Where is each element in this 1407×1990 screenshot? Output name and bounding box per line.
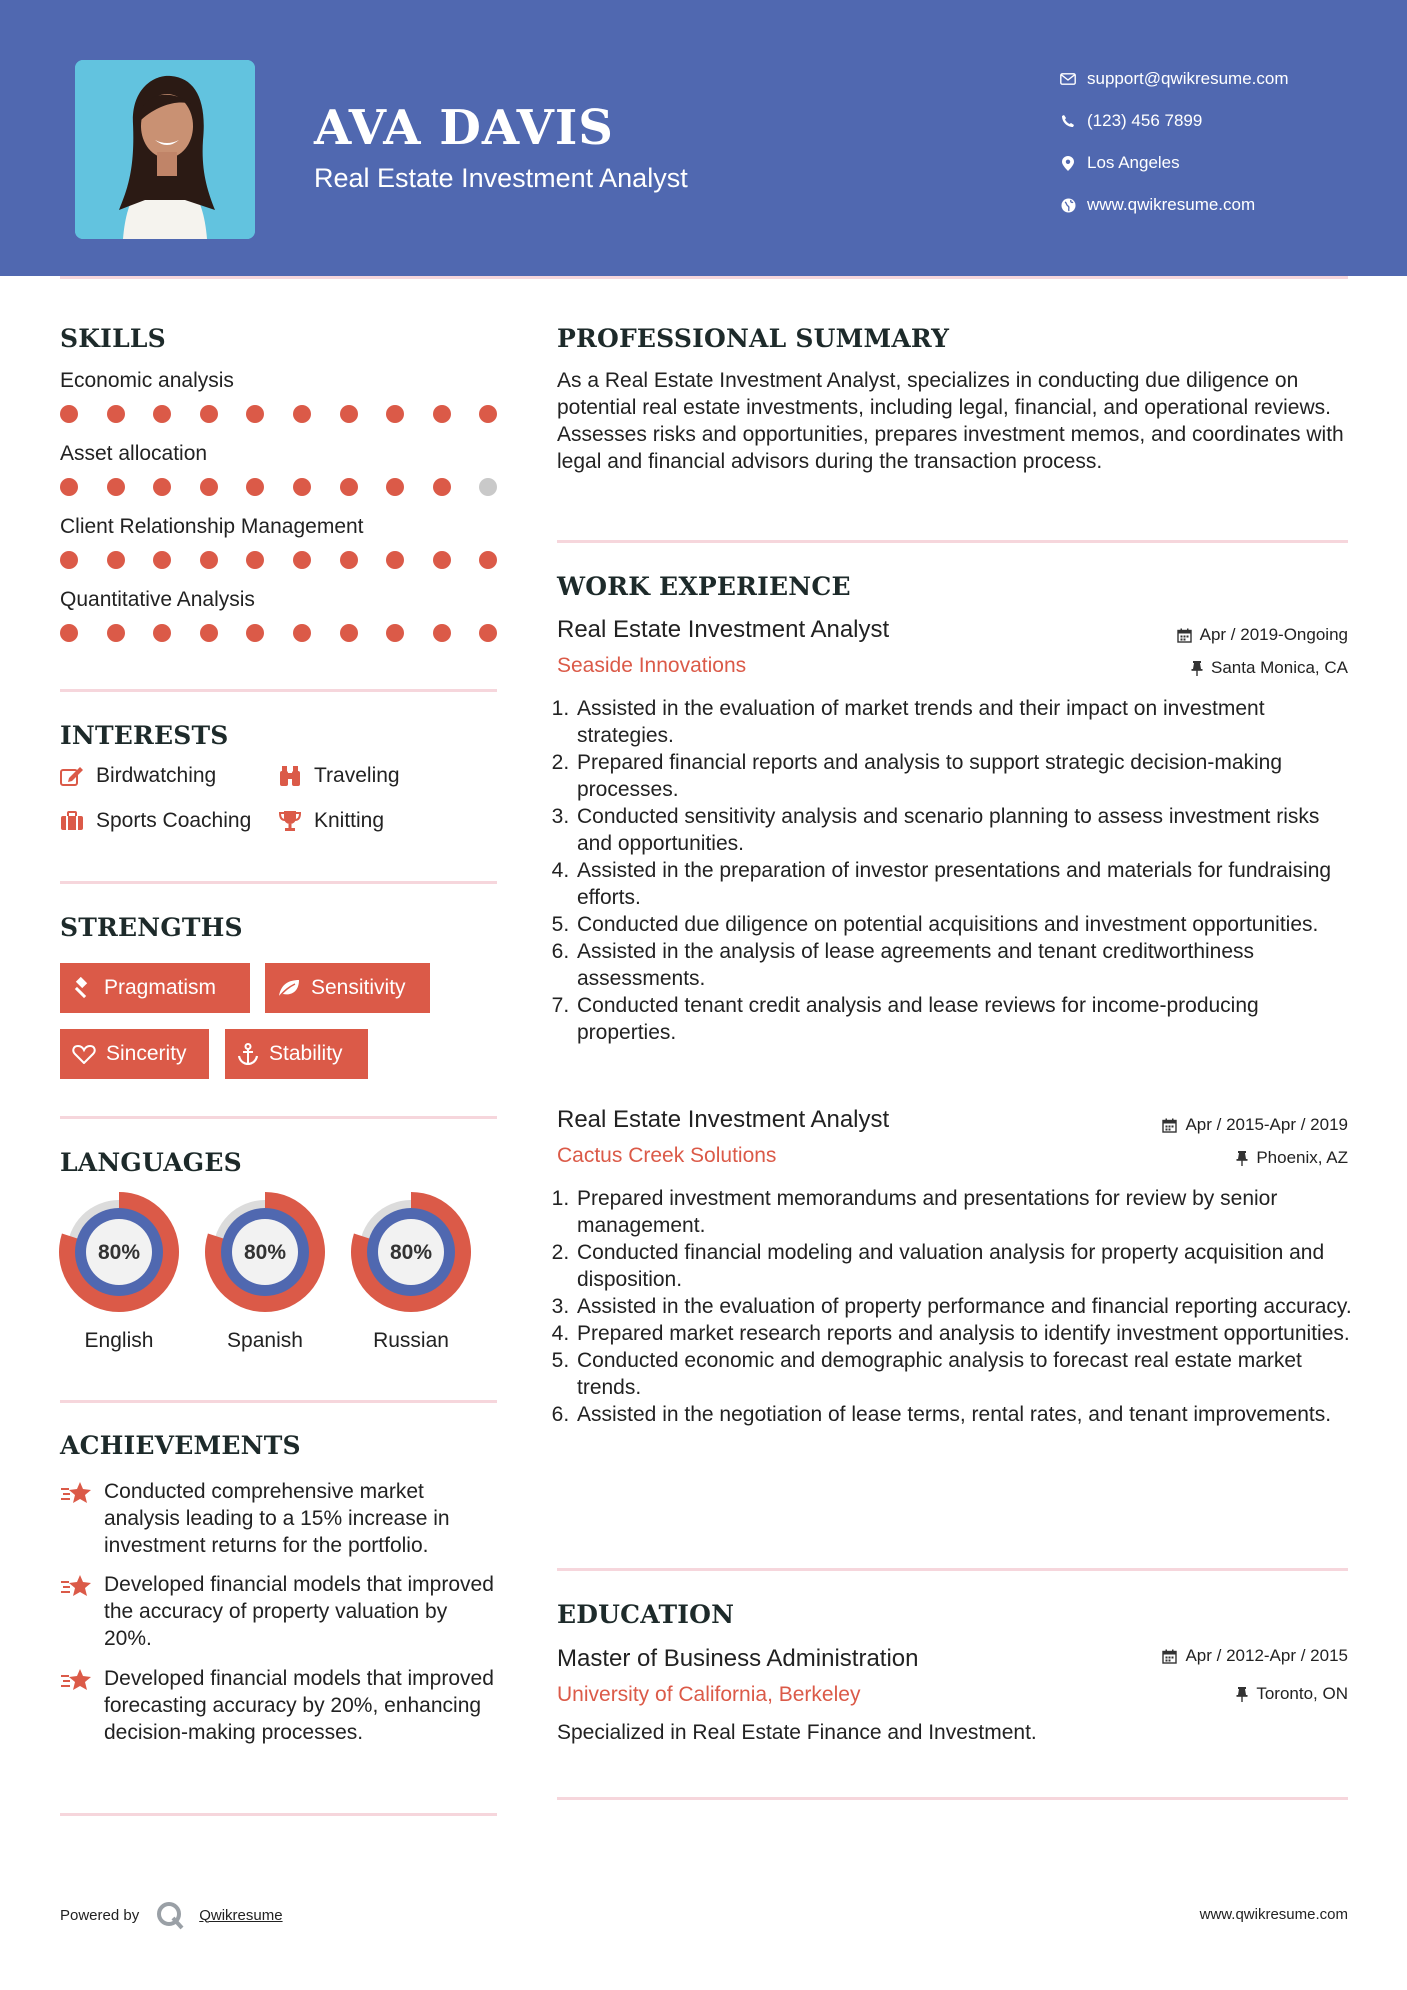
skill-dot-empty bbox=[479, 478, 497, 496]
skill-dot-filled bbox=[153, 624, 171, 642]
skill-dot-filled bbox=[340, 478, 358, 496]
skill-name: Economic analysis bbox=[60, 369, 234, 392]
skill-dot-filled bbox=[107, 551, 125, 569]
language-ring bbox=[59, 1192, 179, 1312]
header-divider bbox=[60, 276, 1348, 279]
skill-dot-filled bbox=[433, 405, 451, 423]
skill-dot-filled bbox=[386, 551, 404, 569]
strength-tag bbox=[265, 963, 430, 1013]
interest-item bbox=[278, 764, 400, 788]
list-item: 4. Prepared market research reports and analysis to identify investment opportunities. bbox=[575, 1320, 1357, 1347]
job-location bbox=[1236, 1148, 1348, 1168]
list-item: 6. Assisted in the analysis of lease agreements and tenant creditworthiness assessments. bbox=[575, 938, 1357, 992]
interests-heading: INTERESTS bbox=[60, 721, 229, 750]
skill-rating bbox=[60, 405, 500, 425]
skill-dot-filled bbox=[479, 551, 497, 569]
anchor-icon bbox=[237, 1043, 259, 1065]
job-location bbox=[1191, 658, 1348, 678]
education-location bbox=[1236, 1684, 1348, 1704]
skill-dot-filled bbox=[60, 624, 78, 642]
language-name: Spanish bbox=[227, 1329, 303, 1352]
achievement-text: Developed financial models that improved the accuracy of property valuation by 20%. bbox=[104, 1573, 494, 1650]
section-divider bbox=[60, 1116, 497, 1119]
leaf-icon bbox=[277, 978, 301, 998]
skill-dot-filled bbox=[433, 551, 451, 569]
education-dates bbox=[1162, 1646, 1348, 1666]
interest-label: Knitting bbox=[314, 809, 385, 832]
language-percent: 80% bbox=[97, 1241, 141, 1264]
phone-icon bbox=[1050, 114, 1086, 128]
job-responsibilities bbox=[557, 695, 1357, 1046]
contact-website[interactable] bbox=[1050, 184, 1390, 226]
pushpin-icon bbox=[1236, 1687, 1248, 1702]
skill-dot-filled bbox=[340, 624, 358, 642]
skill-dot-filled bbox=[433, 478, 451, 496]
achievement-item bbox=[60, 1665, 500, 1746]
skill-dot-filled bbox=[107, 478, 125, 496]
contact-phone-text: (123) 456 7899 bbox=[1087, 111, 1203, 130]
education-description: Specialized in Real Estate Finance and Investment. bbox=[557, 1721, 1037, 1744]
achievement-text: Conducted comprehensive market analysis leading to a 15% increase in investment returns for the portfolio. bbox=[104, 1480, 450, 1557]
contact-website-text: www.qwikresume.com bbox=[1087, 195, 1256, 214]
school-name: University of California, Berkeley bbox=[557, 1683, 861, 1706]
summary-text: As a Real Estate Investment Analyst, specializes in conducting due diligence on potential real estate investments, including legal, financial, and operational reviews. Assesses risks and opportunities, prepares investment memos, and coordinates with legal and financial advisors during the transaction process. bbox=[557, 369, 1344, 473]
heart-icon bbox=[72, 1044, 96, 1064]
section-divider bbox=[557, 540, 1348, 543]
experience-heading: WORK EXPERIENCE bbox=[557, 572, 851, 601]
skill-dot-filled bbox=[200, 405, 218, 423]
interest-label: Birdwatching bbox=[96, 764, 217, 787]
skill-dot-filled bbox=[479, 405, 497, 423]
list-item: 4. Assisted in the preparation of investor presentations and materials for fundraising efforts. bbox=[575, 857, 1357, 911]
contact-location bbox=[1050, 142, 1390, 184]
strength-tag bbox=[225, 1029, 368, 1079]
contact-email[interactable] bbox=[1050, 58, 1390, 100]
language-item bbox=[351, 1192, 471, 1353]
qwikresume-logo-icon bbox=[155, 1900, 185, 1930]
skill-dot-filled bbox=[200, 551, 218, 569]
skill-name: Client Relationship Management bbox=[60, 515, 364, 538]
job-title: Real Estate Investment Analyst bbox=[557, 1106, 890, 1133]
gavel-icon bbox=[72, 977, 94, 999]
interest-label: Traveling bbox=[314, 764, 400, 787]
education-location-text: Toronto, ON bbox=[1256, 1684, 1348, 1703]
job-responsibilities bbox=[557, 1185, 1357, 1428]
interest-item bbox=[60, 809, 251, 833]
candidate-name: AVA DAVIS bbox=[314, 100, 614, 156]
contact-location-text: Los Angeles bbox=[1087, 153, 1180, 172]
skill-dot-filled bbox=[340, 405, 358, 423]
list-item: 3. Conducted sensitivity analysis and scenario planning to assess investment risks and opportunities. bbox=[575, 803, 1357, 857]
skill-dot-filled bbox=[293, 624, 311, 642]
degree-title: Master of Business Administration bbox=[557, 1645, 919, 1672]
resume-header bbox=[0, 0, 1407, 276]
skill-dot-filled bbox=[246, 405, 264, 423]
skill-dot-filled bbox=[246, 478, 264, 496]
powered-by-label: Powered by bbox=[60, 1906, 140, 1924]
achievements-heading: ACHIEVEMENTS bbox=[60, 1431, 301, 1460]
skill-dot-filled bbox=[107, 624, 125, 642]
language-ring bbox=[351, 1192, 471, 1312]
pencil-square-icon bbox=[60, 766, 96, 786]
job-dates-text: Apr / 2015-Apr / 2019 bbox=[1185, 1115, 1348, 1134]
calendar-icon bbox=[1162, 1118, 1177, 1133]
list-item: 1. Assisted in the evaluation of market trends and their impact on investment strategies. bbox=[575, 695, 1357, 749]
education-dates-text: Apr / 2012-Apr / 2015 bbox=[1185, 1646, 1348, 1665]
list-item: 1. Prepared investment memorandums and presentations for review by senior management. bbox=[575, 1185, 1357, 1239]
interest-item bbox=[278, 809, 384, 833]
globe-icon bbox=[1050, 198, 1086, 213]
language-ring bbox=[205, 1192, 325, 1312]
company-name: Cactus Creek Solutions bbox=[557, 1144, 777, 1167]
section-divider bbox=[60, 689, 497, 692]
contact-email-text: support@qwikresume.com bbox=[1087, 69, 1289, 88]
star-award-icon bbox=[60, 1478, 104, 1559]
strength-label: Sincerity bbox=[106, 1042, 187, 1065]
list-item: 3. Assisted in the evaluation of property performance and financial reporting accuracy. bbox=[575, 1293, 1357, 1320]
skills-heading: SKILLS bbox=[60, 324, 166, 353]
star-award-icon bbox=[60, 1571, 104, 1652]
strength-label: Pragmatism bbox=[104, 976, 217, 999]
job-location-text: Santa Monica, CA bbox=[1210, 658, 1348, 677]
list-item: 2. Conducted financial modeling and valuation analysis for property acquisition and disposition. bbox=[575, 1239, 1357, 1293]
strength-tag bbox=[60, 963, 250, 1013]
star-award-icon bbox=[60, 1665, 104, 1746]
footer-website[interactable]: www.qwikresume.com bbox=[1199, 1906, 1348, 1923]
profile-photo bbox=[75, 60, 255, 239]
skill-rating bbox=[60, 624, 500, 644]
calendar-icon bbox=[1162, 1649, 1177, 1664]
list-item: 5. Conducted economic and demographic analysis to forecast real estate market trends. bbox=[575, 1347, 1357, 1401]
qwikresume-link[interactable]: Qwikresume bbox=[199, 1906, 283, 1924]
contact-phone[interactable] bbox=[1050, 100, 1390, 142]
skill-dot-filled bbox=[293, 405, 311, 423]
section-divider bbox=[60, 881, 497, 884]
map-pin-icon bbox=[1050, 156, 1086, 171]
skill-dot-filled bbox=[60, 551, 78, 569]
job-dates bbox=[1162, 1115, 1348, 1135]
language-name: Russian bbox=[373, 1329, 449, 1352]
skill-rating bbox=[60, 551, 500, 571]
section-divider bbox=[60, 1813, 497, 1816]
achievement-item bbox=[60, 1478, 500, 1559]
skill-dot-filled bbox=[386, 624, 404, 642]
skill-dot-filled bbox=[246, 624, 264, 642]
language-percent: 80% bbox=[389, 1241, 433, 1264]
job-dates bbox=[1177, 625, 1348, 645]
pushpin-icon bbox=[1236, 1151, 1248, 1166]
skill-name: Asset allocation bbox=[60, 442, 208, 465]
pushpin-icon bbox=[1191, 661, 1203, 676]
skill-dot-filled bbox=[107, 405, 125, 423]
skill-dot-filled bbox=[60, 478, 78, 496]
skill-dot-filled bbox=[479, 624, 497, 642]
interest-label: Sports Coaching bbox=[96, 809, 252, 832]
skill-dot-filled bbox=[153, 551, 171, 569]
skill-dot-filled bbox=[293, 551, 311, 569]
summary-heading: PROFESSIONAL SUMMARY bbox=[557, 324, 950, 353]
skill-name: Quantitative Analysis bbox=[60, 588, 255, 611]
language-name: English bbox=[84, 1329, 154, 1352]
skill-dot-filled bbox=[386, 478, 404, 496]
contact-list bbox=[1050, 58, 1390, 226]
envelope-icon bbox=[1050, 73, 1086, 85]
section-divider bbox=[557, 1568, 1348, 1571]
education-heading: EDUCATION bbox=[557, 1600, 735, 1629]
section-divider bbox=[60, 1400, 497, 1403]
trophy-icon bbox=[278, 810, 314, 832]
strength-tag bbox=[60, 1029, 209, 1079]
achievement-text: Developed financial models that improved forecasting accuracy by 20%, enhancing decision-making processes. bbox=[104, 1667, 494, 1744]
job-location-text: Phoenix, AZ bbox=[1256, 1148, 1348, 1167]
skill-dot-filled bbox=[246, 551, 264, 569]
skill-dot-filled bbox=[153, 478, 171, 496]
interest-item bbox=[60, 764, 216, 788]
company-name: Seaside Innovations bbox=[557, 654, 747, 677]
languages-heading: LANGUAGES bbox=[60, 1148, 242, 1177]
strength-label: Sensitivity bbox=[311, 976, 406, 999]
list-item: 6. Assisted in the negotiation of lease terms, rental rates, and tenant improvements. bbox=[575, 1401, 1357, 1428]
calendar-icon bbox=[1177, 628, 1192, 643]
language-item bbox=[59, 1192, 179, 1353]
job-title: Real Estate Investment Analyst bbox=[557, 616, 890, 643]
language-item bbox=[205, 1192, 325, 1353]
skill-rating bbox=[60, 478, 500, 498]
skill-dot-filled bbox=[433, 624, 451, 642]
footer-powered-by bbox=[60, 1900, 283, 1930]
skill-dot-filled bbox=[293, 478, 311, 496]
list-item: 2. Prepared financial reports and analysis to support strategic decision-making processes. bbox=[575, 749, 1357, 803]
skill-dot-filled bbox=[153, 405, 171, 423]
section-divider bbox=[557, 1797, 1348, 1800]
briefcase-icon bbox=[60, 811, 96, 831]
skill-dot-filled bbox=[200, 478, 218, 496]
skill-dot-filled bbox=[200, 624, 218, 642]
candidate-title: Real Estate Investment Analyst bbox=[314, 163, 688, 193]
achievement-item bbox=[60, 1571, 500, 1652]
skill-dot-filled bbox=[60, 405, 78, 423]
language-percent: 80% bbox=[243, 1241, 287, 1264]
list-item: 5. Conducted due diligence on potential acquisitions and investment opportunities. bbox=[575, 911, 1357, 938]
binoculars-icon bbox=[278, 765, 314, 787]
strengths-heading: STRENGTHS bbox=[60, 913, 243, 942]
strength-label: Stability bbox=[269, 1042, 343, 1065]
skill-dot-filled bbox=[340, 551, 358, 569]
list-item: 7. Conducted tenant credit analysis and lease reviews for income-producing properties. bbox=[575, 992, 1357, 1046]
job-dates-text: Apr / 2019-Ongoing bbox=[1199, 625, 1348, 644]
skill-dot-filled bbox=[386, 405, 404, 423]
